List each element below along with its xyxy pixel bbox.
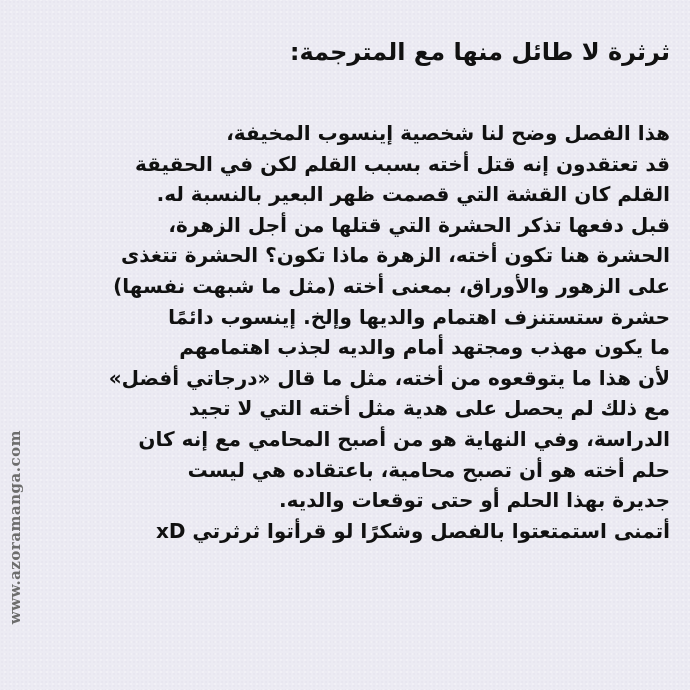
note-line: الدراسة، وفي النهاية هو من أصبح المحامي مع إنه كان <box>138 426 670 451</box>
note-line: حشرة ستستنزف اهتمام والديها وإلخ. إينسوب دائمًا <box>168 304 670 329</box>
note-line: قد تعتقدون إنه قتل أخته بسبب القلم لكن في الحقيقة <box>134 151 670 176</box>
note-title: ثرثرة لا طائل منها مع المترجمة: <box>289 38 670 66</box>
note-body <box>30 118 670 546</box>
note-line: حلم أخته هو أن تصبح محامية، باعتقاده هي ليست <box>187 457 670 482</box>
note-line: هذا الفصل وضح لنا شخصية إينسوب المخيفة، <box>226 121 670 145</box>
note-line: قبل دفعها تذكر الحشرة التي قتلها من أجل الزهرة، <box>168 212 670 237</box>
site-watermark <box>0 430 28 680</box>
note-line: لأن هذا ما يتوقعوه من أخته، مثل ما قال «درجاتي أفضل» <box>108 365 670 390</box>
note-line: ما يكون مهذب ومجتهد أمام والديه لجذب اهتمامهم <box>179 335 670 360</box>
note-line: أتمنى استمتعتوا بالفصل وشكرًا لو قرأتوا ثرثرتي xD <box>155 518 670 543</box>
note-line: مع ذلك لم يحصل على هدية مثل أخته التي لا تجيد <box>188 396 670 421</box>
note-line: الحشرة هنا تكون أخته، الزهرة ماذا تكون؟ الحشرة تتغذى <box>120 243 670 268</box>
note-line: على الزهور والأوراق، بمعنى أخته (مثل ما شبهت نفسها) <box>113 273 670 298</box>
note-line: جديرة بهذا الحلم أو حتى توقعات والديه. <box>279 488 670 513</box>
watermark-text: www.azoramanga.com <box>6 430 24 625</box>
note-line: القلم كان القشة التي قصمت ظهر البعير بالنسبة له. <box>156 182 670 207</box>
